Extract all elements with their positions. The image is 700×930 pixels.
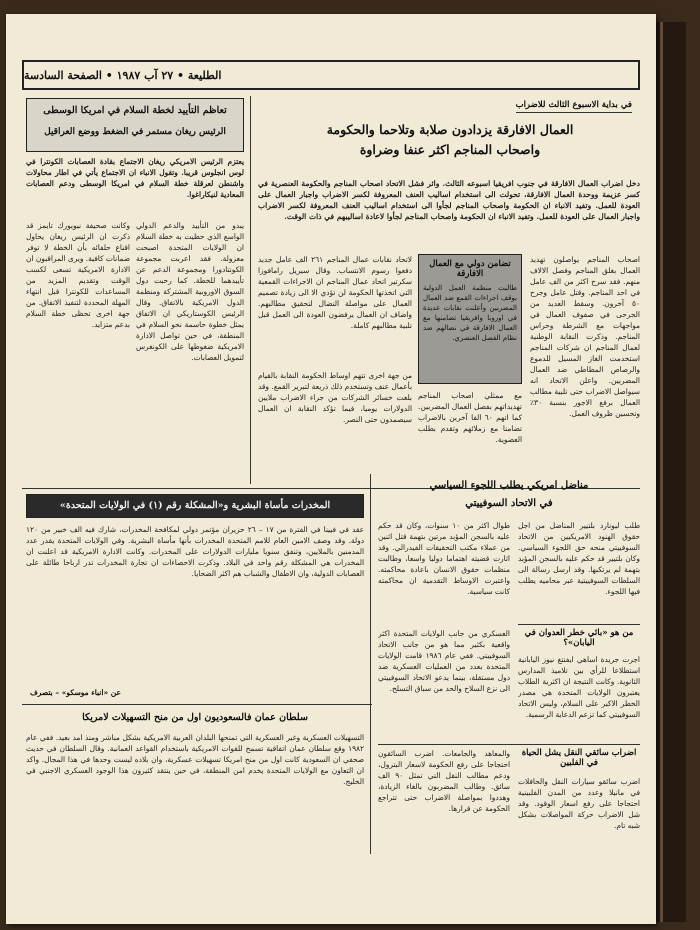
section-rule [22, 704, 372, 705]
central-america-col-b: وكانت صحيفة نيويورك تايمز قد ذكرت ان الرئيس ريغان يحاول اقناع حلفائه بأن الخطة لا توفر ضمانات كافية. ويرى المراقبون ان الادارة الامريكية تسعى لكسب الوقت وتقديم المزيد من المساعدات للكونترا قبل انتهاء المهلة المحددة لتنفيذ الاتفاق. من جهة اخرى تحظى خطة السلام بدعم متزايد. [26, 221, 130, 329]
main-col-under-inset: مع ممثلي اصحاب المناجم تهديداتهم بفصل العمال المضربين. كما اتهم ٦٠ الفا آخرين بالاضراب تضامنا مع زملائهم وتقدم بطلب العضوية. [418, 391, 522, 444]
philippines-body: اضرب سائقو سيارات النقل والحافلات في مانيلا وعدد من المدن الفلبينية احتجاجا على رفع اسعار الوقود. وقد شل الاضراب حركة المواصلات بشكل شبه تام. [518, 777, 640, 830]
drugs-banner [26, 494, 364, 518]
section-rule [378, 744, 640, 745]
central-america-title: تعاظم التأييد لخطة السلام في امريكا الوسطى [43, 105, 227, 116]
philippines-title: اضراب سائقي النقل يشل الحياة في الفلبين [521, 748, 637, 768]
section-rule [518, 624, 640, 625]
column-rule [250, 96, 251, 484]
book-binding [656, 22, 686, 922]
header-text: الطليعة • ٢٧ آب ١٩٨٧ • الصفحة السادسة [24, 68, 222, 82]
main-col-mid: لاتحاد نقابات عمال المناجم ٢٦١ الف عامل جديد دفعوا رسوم الانتساب. وقال سيريل رامافوزا سكرتير اتحاد عمال المناجم ان الاجراءات القمعية التي اتخذتها الحكومة لن تؤدي الا الى زيادة تصميم العمال على مواصلة النضال لتحقيق مطالبهم. واضاف ان العمال يرفضون العودة الى العمل قبل تلبية مطالبهم كاملة. [258, 255, 412, 330]
newspaper-page [6, 14, 656, 924]
oman-body: التسهيلات العسكرية وغير العسكرية التي تمنحها البلدان العربية الامريكية بشكل مباشر ومنذ امد بعيد. ففي عام ١٩٨٢ وقع سلطان عمان اتفاقية تسمح للقوات الامريكية باستخدام القواعد العمانية. وقال السلطان في حديث صحفي ان السعودية كانت اول من منح امريكا تسهيلات عسكرية، وان بلاده ليست وحدها في هذا المجال. واكد ان التعاون مع الولايات المتحدة يخدم امن المنطقة، في حين ينتقد كثيرون هذا الوجود العسكري الاجنبي في الخليج. [26, 733, 364, 786]
oman-title: سلطان عمان فالسعوديون اول من منح التسهيلات لامريكا [82, 712, 308, 723]
soviet-col-left: طوال اكثر من ١٠ سنوات، وكان قد حكم عليه بالسجن المؤبد مرتين بتهمة قتل اثنين من عملاء مكتب التحقيقات الفيدرالي. وقد اثارت قضيته اهتماما دوليا واسعا، وطالبت منظمات حقوق الانسان باعادة محاكمته. واعتبرت الاوساط التقدمية ان محاكمته كانت سياسية. [378, 521, 510, 596]
solidarity-body: طالبت منظمة العمل الدولية بوقف اجراءات القمع ضد العمال المضربين وأعلنت نقابات عديدة في اوروبا وافريقيا تضامنها مع العمال الافارقة في نضالهم ضد نظام الفصل العنصري. [423, 284, 517, 342]
main-kicker: في بداية الاسبوع الثالث للاضراب [516, 100, 632, 113]
soviet-col-right: طلب ليونارد بلتيير المناضل من اجل حقوق الهنود الامريكيين من الاتحاد السوفييتي منحه حق اللجوء السياسي. وكان بلتيير قد حكم عليه بالسجن المؤبد بتهمة لم يرتكبها. وقد ارسل رسالة الى السلطات السوفييتية عبر محاميه يطلب فيها اللجوء. [518, 521, 640, 596]
drugs-source: عن «انباء موسكو» – بتصرف [30, 688, 121, 697]
central-america-col-a: يبدو من التأييد والدعم الدولي الواسع الذي حظيت به خطة السلام ان الولايات المتحدة اصبحت معزولة. فقد اعربت مجموعة الكونتادورا ومجموعة الدعم عن تأييدهما للخطة. كما رحبت دول السوق الاوروبية المشتركة ومنظمة الدول الامريكية بالاتفاق. وقال الرئيس الكوستاريكي ان الاتفاق يمثل خطوة حاسمة نحو السلام في المنطقة، في حين تواصل الادارة الامريكية ضغوطها على الكونغرس لتمويل العصابات. [136, 221, 244, 362]
main-lead: دخل اضراب العمال الافارقة في جنوب افريقيا اسبوعه الثالث. واثر فشل الاتحاد اصحاب المناجم والحكومة العنصرية في كسر عزيمة ووحدة العمال الافارقة، تحولت الى استخدام اساليب العنف المعروفة لكسر الاضراب واجبار العمال على العودة للعمل. وتفيد الانباء ان الحكومة واصحاب المناجم لجأوا الى استخدام اساليب العنف المعروفة لكسر الاضراب واجبار العمال على العودة للعمل. وتفيد الانباء ان الحكومة واصحاب المناجم لجأوا لاعادة اساليبهم في ذات الوقت. [258, 179, 640, 221]
drugs-title: المخدرات مأساة البشرية و«المشكلة رقم (١) في الولايات المتحدة» [59, 500, 331, 511]
main-headline-1: العمال الافارقة يزدادون صلابة وتلاحما والحكومة [326, 122, 574, 137]
solidarity-inset [418, 254, 522, 384]
central-america-box [26, 98, 244, 152]
solidarity-title: تضامن دولي مع العمال الافارقة [429, 259, 511, 279]
soviet-title-2: في الاتحاد السوفييتي [465, 498, 553, 509]
soviet-title-1: مناضل امريكي يطلب اللجوء السياسي [429, 480, 589, 491]
japan-title: من هو «بائي خطر العدوان في اليابان»؟ [524, 628, 634, 648]
central-america-lead: يعتزم الرئيس الامريكي ريغان الاجتماع بقادة العصابات الكونترا في لوس انجلوس قريبا. وتقول الانباء ان الاجتماع يأتي في اطار محاولات واشنطن لعرقلة خطة السلام في امريكا الوسطى ودعم العصابات المعادية لنيكاراغوا. [26, 157, 244, 199]
japan-body: اجرت جريدة اساهي ايفنتغ نيوز اليابانية استطلاعا للرأي بين تلاميذ المدارس الثانوية. وكانت النتيجة ان اكثرية الطلاب يعتبرون الولايات المتحدة هي مصدر الخطر الاكبر على السلام، وليس الاتحاد السوفييتي كما تزعم الدعاية الرسمية. [518, 655, 640, 719]
philippines-body-2: والمعاهد والجامعات. اضرب السائقون احتجاجا على رفع الحكومة لاسعار البترول، ودعم مطالب النقل التي تمثل ٩٠ الف سائق. وطالب المضربون بالغاء الزيادة، وهددوا بمواصلة الاضراب حتى تتراجع الحكومة عن قرارها. [378, 749, 510, 813]
drugs-body: عقد في فيينا في الفترة من ١٧ – ٢٦ حزيران مؤتمر دولي لمكافحة المخدرات، شارك فيه الف خبير من ١٢٠ دولة. وقد وصف الامين العام للامم المتحدة المخدرات بأنها مأساة البشرية. وفي الولايات المتحدة يقدر عدد المدمنين بالملايين، وتنفق سنويا مليارات الدولارات على المخدرات. وكانت الادارة الامريكية قد اعلنت ان المخدرات هي المشكلة رقم واحد في البلاد. وذكرت الاحصاءات ان تجارة المخدرات تدر ارباحا طائلة على العصابات الدولية، وان الاطفال والشباب هم اكثر الضحايا. [26, 525, 364, 578]
page-header [22, 60, 640, 90]
main-col-right: اصحاب المناجم يواصلون تهديد العمال بغلق المناجم وفصل الالاف منهم. فقد سرح اكثر من الف عامل في احد المناجم. وقتل عامل وجرح ٥٠ آخرون. وسقط العديد من الجرحى في صفوف العمال في مواجهات مع الشرطة وحراس المناجم. وذكرت النقابة الوطنية لعمال المناجم ان شركات المناجم استخدمت الغاز المسيل للدموع والرصاص المطاطي ضد العمال المضربين. واعلن الاتحاد انه سيواصل الاضراب حتى تلبية مطالب العمال برفع الاجور بنسبة ٣٠٪ وتحسين ظروف العمل. [530, 255, 640, 418]
column-rule [370, 474, 371, 854]
main-headline-2: واصحاب المناجم اكثر عنفا وضراوة [359, 142, 541, 157]
main-col-mid-2: من جهة اخرى تتهم اوساط الحكومة النقابة بالقيام بأعمال عنف وتستخدم ذلك ذريعة لتبرير القمع. وقد بلغت خسائر الشركات من جراء الاضراب ملايين الدولارات يوميا، فيما تؤكد النقابة ان العمال سيصمدون حتى النصر. [258, 371, 412, 424]
soviet-col-left-2: العسكري من جانب الولايات المتحدة اكثر واقعية بكثير مما هو من جانب الاتحاد السوفييتي. ففي عام ١٩٨٦ قامت الولايات المتحدة بعدد من العمليات العسكرية ضد دول مستقلة، بينما يدعو الاتحاد السوفييتي الى نزع السلاح والحد من سباق التسلح. [378, 629, 510, 693]
central-america-subtitle: الرئيس ريغان مستمر في الضغط ووضع العراقيل [44, 127, 226, 137]
